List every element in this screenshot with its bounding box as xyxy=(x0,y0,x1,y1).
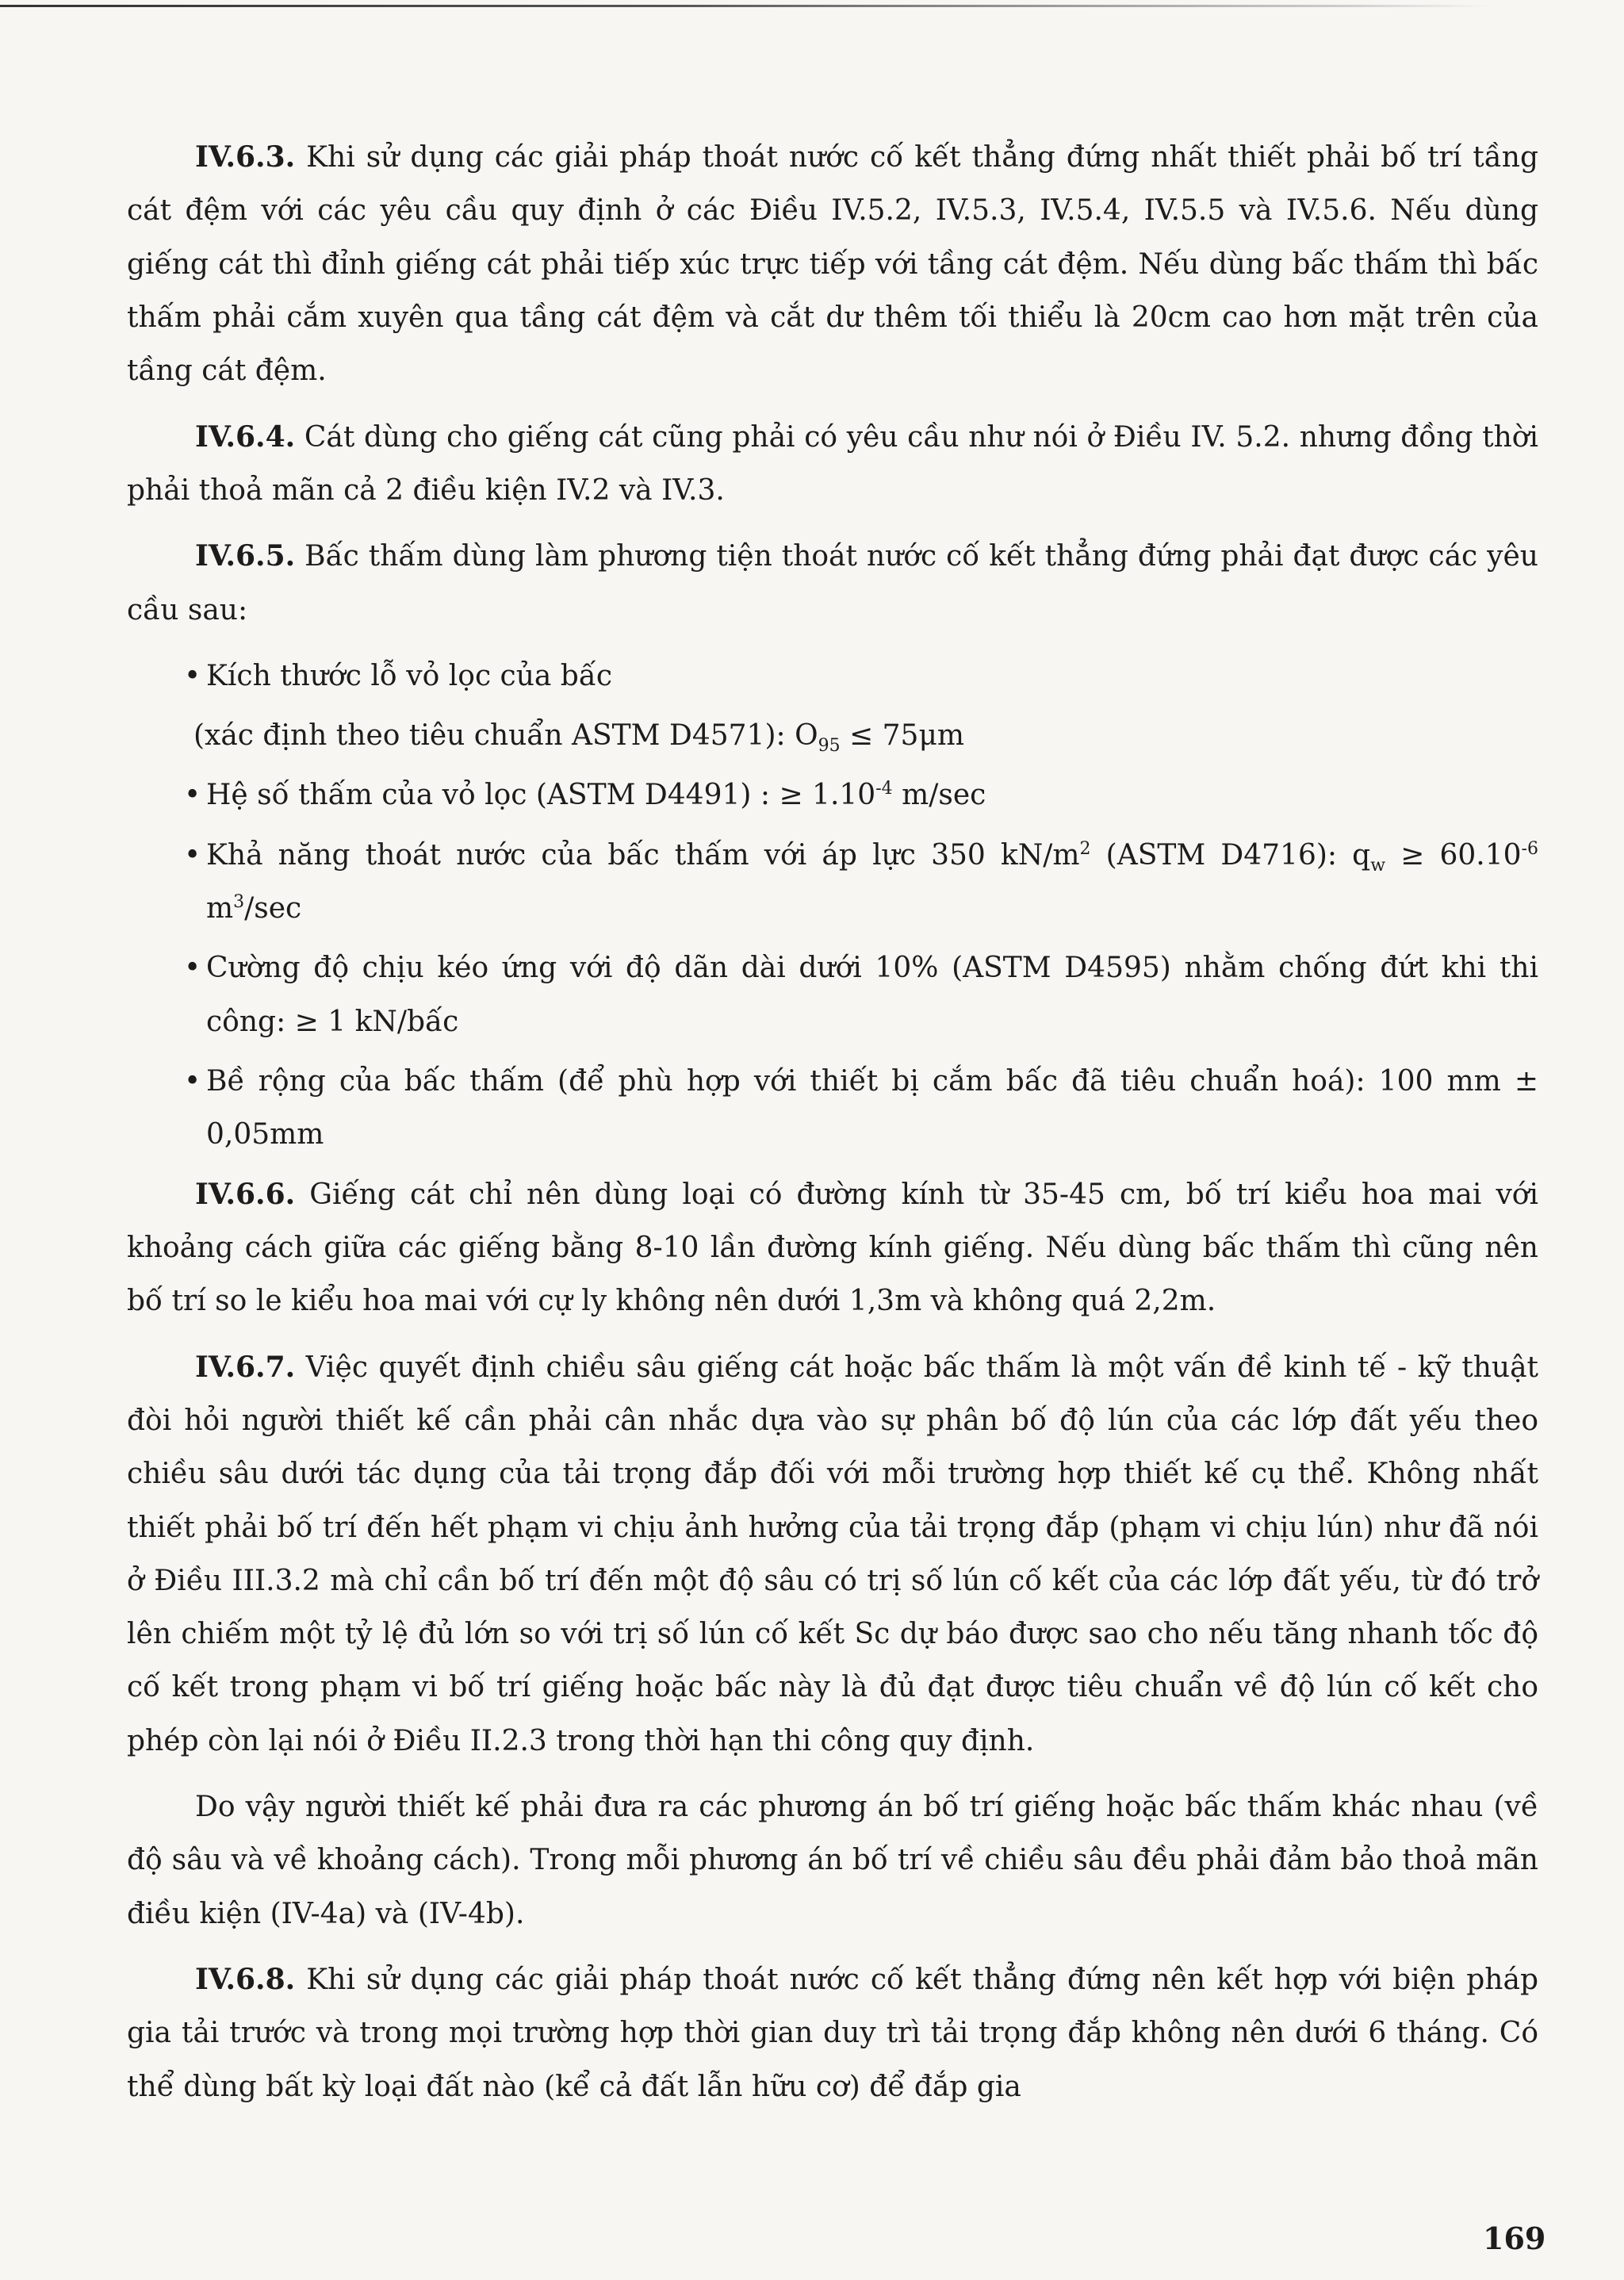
formula-subscript: 95 xyxy=(818,736,841,757)
page-body xyxy=(127,131,1538,2126)
requirement-filter-pore-formula xyxy=(127,709,1538,762)
bullet-icon: • xyxy=(184,659,201,692)
requirement-text: m xyxy=(206,892,234,925)
paragraph-iv-6-3 xyxy=(127,131,1538,398)
paragraph-iv-6-8 xyxy=(127,1953,1538,2113)
paragraph-iv-6-4 xyxy=(127,411,1538,518)
requirement-text: Hệ số thấm của vỏ lọc (ASTM D4491) : ≥ 1.10 xyxy=(206,779,876,812)
paragraph-text: Khi sử dụng các giải pháp thoát nước cố kết thẳng đứng nên kết hợp với biện pháp gia tải trước và trong mọi trường hợp thời gian duy trì tải trọng đắp không nên dưới 6 tháng. Có thể dùng bất kỳ loại đất nào (kể cả đất lẫn hữu cơ) để đắp gia xyxy=(127,1964,1538,2103)
formula-text: (xác định theo tiêu chuẩn ASTM D4571): O xyxy=(193,719,818,753)
paragraph-text: Bấc thấm dùng làm phương tiện thoát nước cố kết thẳng đứng phải đạt được các yêu cầu sau: xyxy=(127,540,1538,627)
paragraph-text: Việc quyết định chiều sâu giếng cát hoặc bấc thấm là một vấn đề kinh tế - kỹ thuật đòi hỏi người thiết kế cần phải cân nhắc dựa vào sự phân bố độ lún của các lớp đất yếu theo chiều sâu dưới tác dụng của tải trọng đắp đối với mỗi trường hợp thiết kế cụ thể. Không nhất thiết phải bố trí đến hết phạm vi chịu ảnh hưởng của tải trọng đắp (phạm vi chịu lún) như đã nói ở Điều III.3.2 mà chỉ cần bố trí đến một độ sâu có trị số lún cố kết của các lớp đất yếu, từ đó trở lên chiếm một tỷ lệ đủ lớn so với trị số lún cố kết Sc dự báo được sao cho nếu tăng nhanh tốc độ cố kết trong phạm vi bố trí giếng hoặc bấc này là đủ đạt được tiêu chuẩn về độ lún cố kết cho phép còn lại nói ở Điều II.2.3 trong thời hạn thi công quy định. xyxy=(127,1351,1538,1757)
requirement-text: Khả năng thoát nước của bấc thấm với áp lực 350 kN/m xyxy=(206,838,1080,872)
paragraph-design-options xyxy=(127,1780,1538,1941)
paragraph-iv-6-7 xyxy=(127,1341,1538,1768)
bullet-icon: • xyxy=(184,779,201,812)
requirement-filter-pore xyxy=(127,650,1538,703)
requirement-unit: m/sec xyxy=(892,779,986,812)
clause-number: IV.6.4. xyxy=(195,420,296,454)
superscript: -4 xyxy=(875,779,893,799)
requirement-label: Kích thước lỗ vỏ lọc của bấc xyxy=(206,659,613,692)
paragraph-iv-6-6 xyxy=(127,1168,1538,1328)
superscript: 3 xyxy=(233,892,245,913)
paragraph-text: Giếng cát chỉ nên dùng loại có đường kính từ 35-45 cm, bố trí kiểu hoa mai với khoảng cách giữa các giếng bằng 8-10 lần đường kính giếng. Nếu dùng bấc thấm thì cũng nên bố trí so le kiểu hoa mai với cự ly không nên dưới 1,3m và không quá 2,2m. xyxy=(127,1178,1538,1318)
requirement-text: Bề rộng của bấc thấm (để phù hợp với thiết bị cắm bấc đã tiêu chuẩn hoá): 100 mm ± 0,05mm xyxy=(206,1065,1538,1151)
bullet-icon: • xyxy=(184,952,201,985)
clause-number: IV.6.3. xyxy=(195,140,296,174)
paragraph-text: Khi sử dụng các giải pháp thoát nước cố kết thẳng đứng nhất thiết phải bố trí tầng cát đệm với các yêu cầu quy định ở các Điều IV.5.2, IV.5.3, IV.5.4, IV.5.5 và IV.5.6. Nếu dùng giếng cát thì đỉnh giếng cát phải tiếp xúc trực tiếp với tầng cát đệm. Nếu dùng bấc thấm thì bấc thấm phải cắm xuyên qua tầng cát đệm và cắt dư thêm tối thiểu là 20cm cao hơn mặt trên của tầng cát đệm. xyxy=(127,141,1538,388)
subscript: w xyxy=(1370,855,1386,876)
paragraph-text: Do vậy người thiết kế phải đưa ra các phương án bố trí giếng hoặc bấc thấm khác nhau (về độ sâu và về khoảng cách). Trong mỗi phương án bố trí về chiều sâu đều phải đảm bảo thoả mãn điều kiện (IV-4a) và (IV-4b). xyxy=(127,1791,1538,1930)
requirement-permeability xyxy=(127,768,1538,822)
requirement-width xyxy=(127,1055,1538,1162)
superscript: 2 xyxy=(1079,838,1091,859)
requirement-text: (ASTM D4716): q xyxy=(1090,838,1371,872)
formula-text: ≤ 75μm xyxy=(840,719,964,753)
requirement-text: ≥ 60.10 xyxy=(1385,838,1522,872)
clause-number: IV.6.5. xyxy=(195,539,296,573)
clause-number: IV.6.8. xyxy=(195,1963,296,1996)
requirement-tensile xyxy=(127,941,1538,1048)
clause-number: IV.6.6. xyxy=(195,1177,296,1211)
paragraph-text: Cát dùng cho giếng cát cũng phải có yêu cầu như nói ở Điều IV. 5.2. nhưng đồng thời phải thoả mãn cả 2 điều kiện IV.2 và IV.3. xyxy=(127,420,1538,507)
requirement-discharge xyxy=(127,829,1538,936)
page-number: 169 xyxy=(1483,2221,1546,2256)
requirement-text: Cường độ chịu kéo ứng với độ dãn dài dưới 10% (ASTM D4595) nhằm chống đứt khi thi công: ≥ 1 kN/bấc xyxy=(206,952,1538,1038)
top-rule xyxy=(0,5,1491,7)
bullet-icon: • xyxy=(184,1065,201,1098)
bullet-icon: • xyxy=(184,838,201,872)
superscript: -6 xyxy=(1521,838,1538,859)
clause-number: IV.6.7. xyxy=(195,1350,296,1384)
requirement-unit: /sec xyxy=(244,892,302,925)
paragraph-iv-6-5 xyxy=(127,530,1538,637)
